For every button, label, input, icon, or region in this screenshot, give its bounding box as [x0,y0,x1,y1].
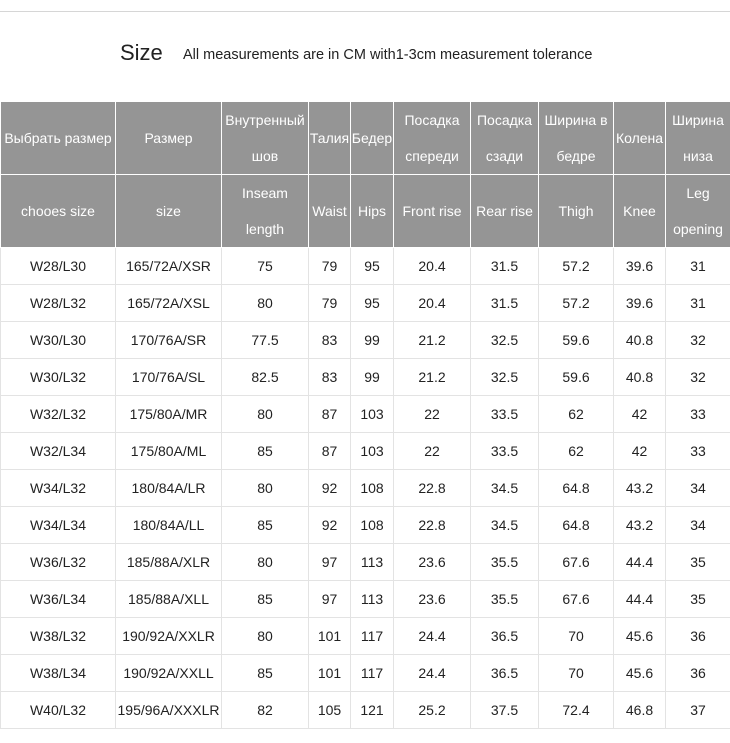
table-cell: 180/84A/LL [116,507,222,544]
column-header [309,175,351,248]
table-cell: W38/L32 [1,618,116,655]
table-cell: 80 [222,470,309,507]
table-cell: 32 [666,322,730,359]
table-cell: 97 [309,544,351,581]
table-cell: 85 [222,581,309,618]
table-cell: W32/L32 [1,396,116,433]
table-cell: 62 [539,433,614,470]
table-cell: W36/L32 [1,544,116,581]
measurement-note: All measurements are in CM with1-3cm measurement tolerance [183,47,593,63]
column-header-label: Посадка [404,112,460,128]
table-cell: 70 [539,618,614,655]
table-cell: 33 [666,433,730,470]
size-chart-table [0,101,730,729]
table-cell: 185/88A/XLL [116,581,222,618]
table-cell: W28/L30 [1,248,116,285]
table-cell: 36 [666,655,730,692]
table-cell: 39.6 [614,285,666,322]
table-cell: 77.5 [222,322,309,359]
table-cell: 108 [351,470,394,507]
column-header-label: length [245,221,285,237]
column-header-label: Ширина в [544,112,608,128]
table-cell: 22.8 [394,507,471,544]
table-cell: 87 [309,396,351,433]
table-cell: 22.8 [394,470,471,507]
table-cell: 32.5 [471,359,539,396]
table-cell: 85 [222,433,309,470]
table-cell: 80 [222,285,309,322]
table-row [1,285,730,322]
column-header [539,102,614,175]
column-header-label: Hips [357,203,386,219]
table-cell: 92 [309,507,351,544]
table-cell: 165/72A/XSR [116,248,222,285]
table-cell: 44.4 [614,544,666,581]
table-cell: 83 [309,322,351,359]
table-cell: 79 [309,285,351,322]
table-cell: 80 [222,396,309,433]
table-cell: 20.4 [394,285,471,322]
table-cell: 195/96A/XXXLR [116,692,222,729]
table-cell: 33.5 [471,396,539,433]
table-cell: 103 [351,396,394,433]
table-cell: 190/92A/XXLL [116,655,222,692]
table-cell: 57.2 [539,248,614,285]
table-cell: 117 [351,618,394,655]
table-cell: 34 [666,470,730,507]
column-header-label: бедре [556,148,596,164]
column-header [614,102,666,175]
column-header-label: Бедер [351,130,393,146]
column-header-label: низа [683,148,713,164]
table-cell: 35 [666,581,730,618]
size-title-row [0,38,730,72]
header-row-english [1,175,730,248]
table-cell: 95 [351,285,394,322]
table-cell: W34/L34 [1,507,116,544]
column-header [116,102,222,175]
table-cell: 23.6 [394,581,471,618]
table-cell: 43.2 [614,470,666,507]
table-row [1,618,730,655]
table-cell: 42 [614,396,666,433]
table-cell: 33 [666,396,730,433]
table-cell: 170/76A/SR [116,322,222,359]
table-header [1,102,730,248]
table-cell: 80 [222,618,309,655]
column-header-label: Посадка [476,112,533,128]
table-cell: 31.5 [471,285,539,322]
column-header [222,102,309,175]
table-cell: 82 [222,692,309,729]
table-cell: 57.2 [539,285,614,322]
table-cell: 75 [222,248,309,285]
table-cell: 113 [351,544,394,581]
column-header-label: Rear rise [476,203,533,219]
column-header [666,175,730,248]
table-cell: W30/L30 [1,322,116,359]
column-header [1,102,116,175]
table-cell: 64.8 [539,470,614,507]
table-cell: 85 [222,655,309,692]
table-cell: 59.6 [539,359,614,396]
table-cell: 31 [666,248,730,285]
column-header-label: Inseam [242,185,288,201]
table-cell: 43.2 [614,507,666,544]
table-cell: 185/88A/XLR [116,544,222,581]
column-header [539,175,614,248]
table-cell: 31.5 [471,248,539,285]
column-header-label: Leg [686,185,710,201]
table-cell: 103 [351,433,394,470]
table-cell: 24.4 [394,618,471,655]
column-header-label: Waist [312,203,347,219]
table-cell: 39.6 [614,248,666,285]
table-cell: 117 [351,655,394,692]
table-cell: 85 [222,507,309,544]
table-cell: W32/L34 [1,433,116,470]
table-cell: 101 [309,655,351,692]
column-header [394,175,471,248]
table-cell: 121 [351,692,394,729]
table-cell: 32.5 [471,322,539,359]
table-cell: 62 [539,396,614,433]
table-cell: W30/L32 [1,359,116,396]
table-body [1,248,730,729]
column-header-label: шов [251,148,279,164]
table-row [1,581,730,618]
column-header-label: Ширина [672,112,724,128]
column-header [1,175,116,248]
column-header [471,175,539,248]
table-cell: 21.2 [394,322,471,359]
table-row [1,507,730,544]
table-cell: W28/L32 [1,285,116,322]
table-cell: 36.5 [471,618,539,655]
table-cell: W34/L32 [1,470,116,507]
table-cell: 20.4 [394,248,471,285]
column-header-label: Knee [623,203,656,219]
table-row [1,322,730,359]
top-divider [0,11,730,12]
table-row [1,655,730,692]
table-row [1,544,730,581]
column-header [614,175,666,248]
table-cell: 46.8 [614,692,666,729]
header-row-russian [1,102,730,175]
table-cell: 190/92A/XXLR [116,618,222,655]
table-row [1,248,730,285]
table-row [1,692,730,729]
column-header-label: спереди [405,148,459,164]
table-cell: 165/72A/XSL [116,285,222,322]
table-cell: 99 [351,322,394,359]
table-cell: 35 [666,544,730,581]
column-header [394,102,471,175]
table-cell: 101 [309,618,351,655]
table-cell: 105 [309,692,351,729]
column-header-label: chooes size [21,203,95,219]
table-cell: 34.5 [471,507,539,544]
column-header-label: Front rise [402,203,462,219]
table-cell: 170/76A/SL [116,359,222,396]
table-cell: 24.4 [394,655,471,692]
table-cell: 44.4 [614,581,666,618]
table-cell: 97 [309,581,351,618]
column-header-label: Размер [144,130,193,146]
table-cell: 67.6 [539,544,614,581]
table-cell: 72.4 [539,692,614,729]
table-cell: 82.5 [222,359,309,396]
table-row [1,359,730,396]
table-cell: 175/80A/MR [116,396,222,433]
table-row [1,433,730,470]
table-cell: 79 [309,248,351,285]
column-header [309,102,351,175]
table-cell: 35.5 [471,544,539,581]
table-cell: 32 [666,359,730,396]
table-cell: 22 [394,396,471,433]
table-cell: 37 [666,692,730,729]
size-title: Size [120,40,163,65]
column-header-label: Талия [309,130,350,146]
table-cell: 36 [666,618,730,655]
column-header-label: Колена [615,130,664,146]
table-cell: W40/L32 [1,692,116,729]
table-row [1,470,730,507]
table-cell: W38/L34 [1,655,116,692]
table-cell: W36/L34 [1,581,116,618]
column-header-label: Выбрать размер [4,130,112,146]
table-cell: 175/80A/ML [116,433,222,470]
table-cell: 45.6 [614,618,666,655]
column-header [351,175,394,248]
table-cell: 99 [351,359,394,396]
table-cell: 25.2 [394,692,471,729]
column-header [116,175,222,248]
table-cell: 180/84A/LR [116,470,222,507]
column-header-label: Thigh [558,203,594,219]
table-cell: 31 [666,285,730,322]
table-cell: 40.8 [614,322,666,359]
table-cell: 37.5 [471,692,539,729]
column-header [471,102,539,175]
table-cell: 34.5 [471,470,539,507]
table-cell: 70 [539,655,614,692]
table-cell: 108 [351,507,394,544]
table-cell: 64.8 [539,507,614,544]
column-header-label: opening [673,221,723,237]
table-cell: 80 [222,544,309,581]
table-cell: 45.6 [614,655,666,692]
table-cell: 113 [351,581,394,618]
table-cell: 67.6 [539,581,614,618]
table-cell: 22 [394,433,471,470]
table-row [1,396,730,433]
table-cell: 40.8 [614,359,666,396]
table-cell: 33.5 [471,433,539,470]
table-cell: 34 [666,507,730,544]
column-header-label: Внутренный [225,112,305,128]
table-cell: 42 [614,433,666,470]
table-cell: 59.6 [539,322,614,359]
column-header [666,102,730,175]
table-cell: 35.5 [471,581,539,618]
table-cell: 23.6 [394,544,471,581]
table-cell: 95 [351,248,394,285]
column-header [222,175,309,248]
column-header [351,102,394,175]
column-header-label: сзади [485,148,524,164]
table-cell: 21.2 [394,359,471,396]
table-cell: 87 [309,433,351,470]
table-cell: 36.5 [471,655,539,692]
table-cell: 83 [309,359,351,396]
column-header-label: size [156,203,181,219]
table-cell: 92 [309,470,351,507]
